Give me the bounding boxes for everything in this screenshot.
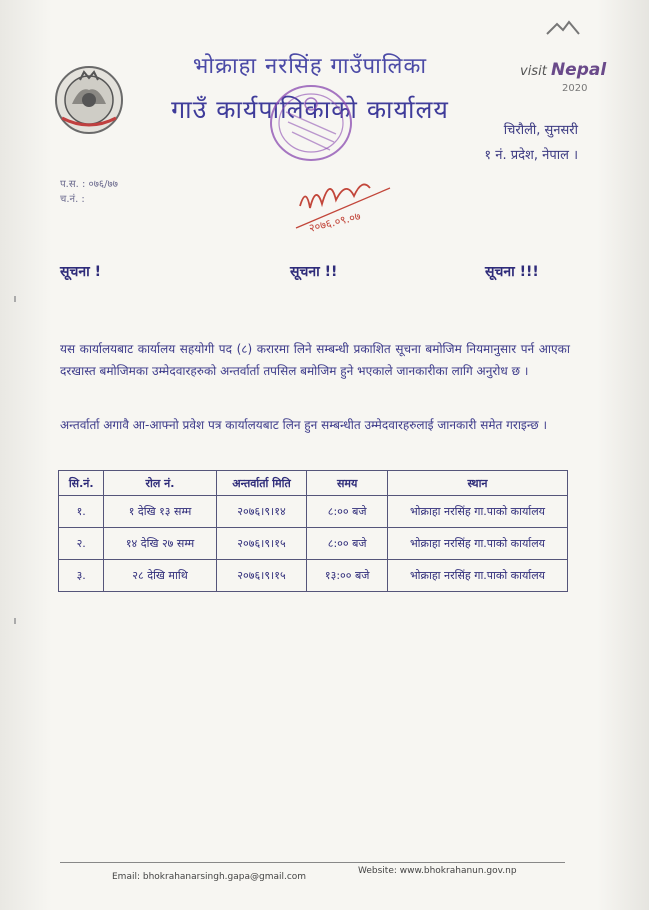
header-place: स्थान (388, 471, 568, 496)
table-row (59, 496, 568, 528)
signature-date: २०७६.०९.०७ (307, 209, 362, 235)
cell-date: २०७६।९।१५ (216, 560, 307, 592)
notice-heading-3: सूचना !!! (485, 264, 539, 280)
cell-roll: २८ देखि माथि (104, 560, 216, 592)
organization-name: भोक्राहा नरसिंह गाउँपालिका (192, 54, 428, 79)
footer-website: Website: www.bhokrahanun.gov.np (358, 866, 517, 876)
footer-divider (60, 862, 565, 863)
notice-heading-2: सूचना !! (290, 264, 338, 280)
visit-nepal-visit: visit (520, 64, 547, 79)
visit-nepal-nepal: Nepal (550, 60, 607, 80)
cell-roll: १ देखि १३ सम्म (104, 496, 216, 528)
header-roll-number: रोल नं. (104, 471, 216, 496)
table-header-row (59, 471, 568, 496)
office-stamp-icon (266, 82, 356, 164)
cell-serial: १. (59, 496, 104, 528)
address-line-2: १ नं. प्रदेश, नेपाल । (484, 148, 578, 163)
cell-serial: २. (59, 528, 104, 560)
cell-place: भोक्राहा नरसिंह गा.पाको कार्यालय (388, 528, 568, 560)
cell-place: भोक्राहा नरसिंह गा.पाको कार्यालय (388, 496, 568, 528)
cell-serial: ३. (59, 560, 104, 592)
table-row (59, 528, 568, 560)
mountain-icon (545, 20, 581, 36)
header-serial: सि.नं. (59, 471, 104, 496)
cell-time: १३:०० बजे (307, 560, 388, 592)
header-interview-date: अन्तर्वार्ता मिति (216, 471, 307, 496)
notice-heading-1: सूचना ! (60, 264, 102, 280)
ps-number: प.स. : ०७६/७७ (60, 179, 118, 190)
footer-email: Email: bhokrahanarsingh.gapa@gmail.com (112, 872, 307, 882)
nepal-emblem-icon (50, 60, 128, 136)
table-row (59, 560, 568, 592)
office-name: गाउँ कार्यपालिकाको कार्यालय (171, 95, 449, 124)
reference-numbers (60, 177, 118, 207)
office-address (438, 118, 578, 168)
cell-date: २०७६।९।१५ (216, 528, 307, 560)
header-time: समय (307, 471, 388, 496)
signature-icon (290, 166, 400, 236)
cell-time: ८:०० बजे (307, 528, 388, 560)
cn-number: च.नं. : (60, 194, 85, 205)
edge-mark (14, 618, 16, 624)
cell-roll: १४ देखि २७ सम्म (104, 528, 216, 560)
cell-date: २०७६।९।१४ (216, 496, 307, 528)
cell-time: ८:०० बजे (307, 496, 388, 528)
cell-place: भोक्राहा नरसिंह गा.पाको कार्यालय (388, 560, 568, 592)
address-line-1: चिरौली, सुनसरी (503, 123, 578, 138)
interview-schedule-table (58, 470, 568, 592)
visit-nepal-year: 2020 (562, 83, 588, 94)
notice-paragraph-2: अन्तर्वार्ता अगावै आ-आफ्नो प्रवेश पत्र कार्यालयबाट लिन हुन सम्बन्धीत उम्मेदवारहरुलाई जानकारी समेत गराइन्छ । (60, 418, 548, 432)
edge-mark (14, 296, 16, 302)
notice-paragraph-1: यस कार्यालयबाट कार्यालय सहयोगी पद (८) करारमा लिने सम्बन्धी प्रकाशित सूचना बमोजिम नियमानुसार पर्न आएका दरखास्त बमोजिमका उम्मेदवारहरुको अन्तर्वार्ता तपसिल बमोजिम हुने भएकाले जानकारीका लागि अनुरोध छ । (60, 342, 570, 378)
